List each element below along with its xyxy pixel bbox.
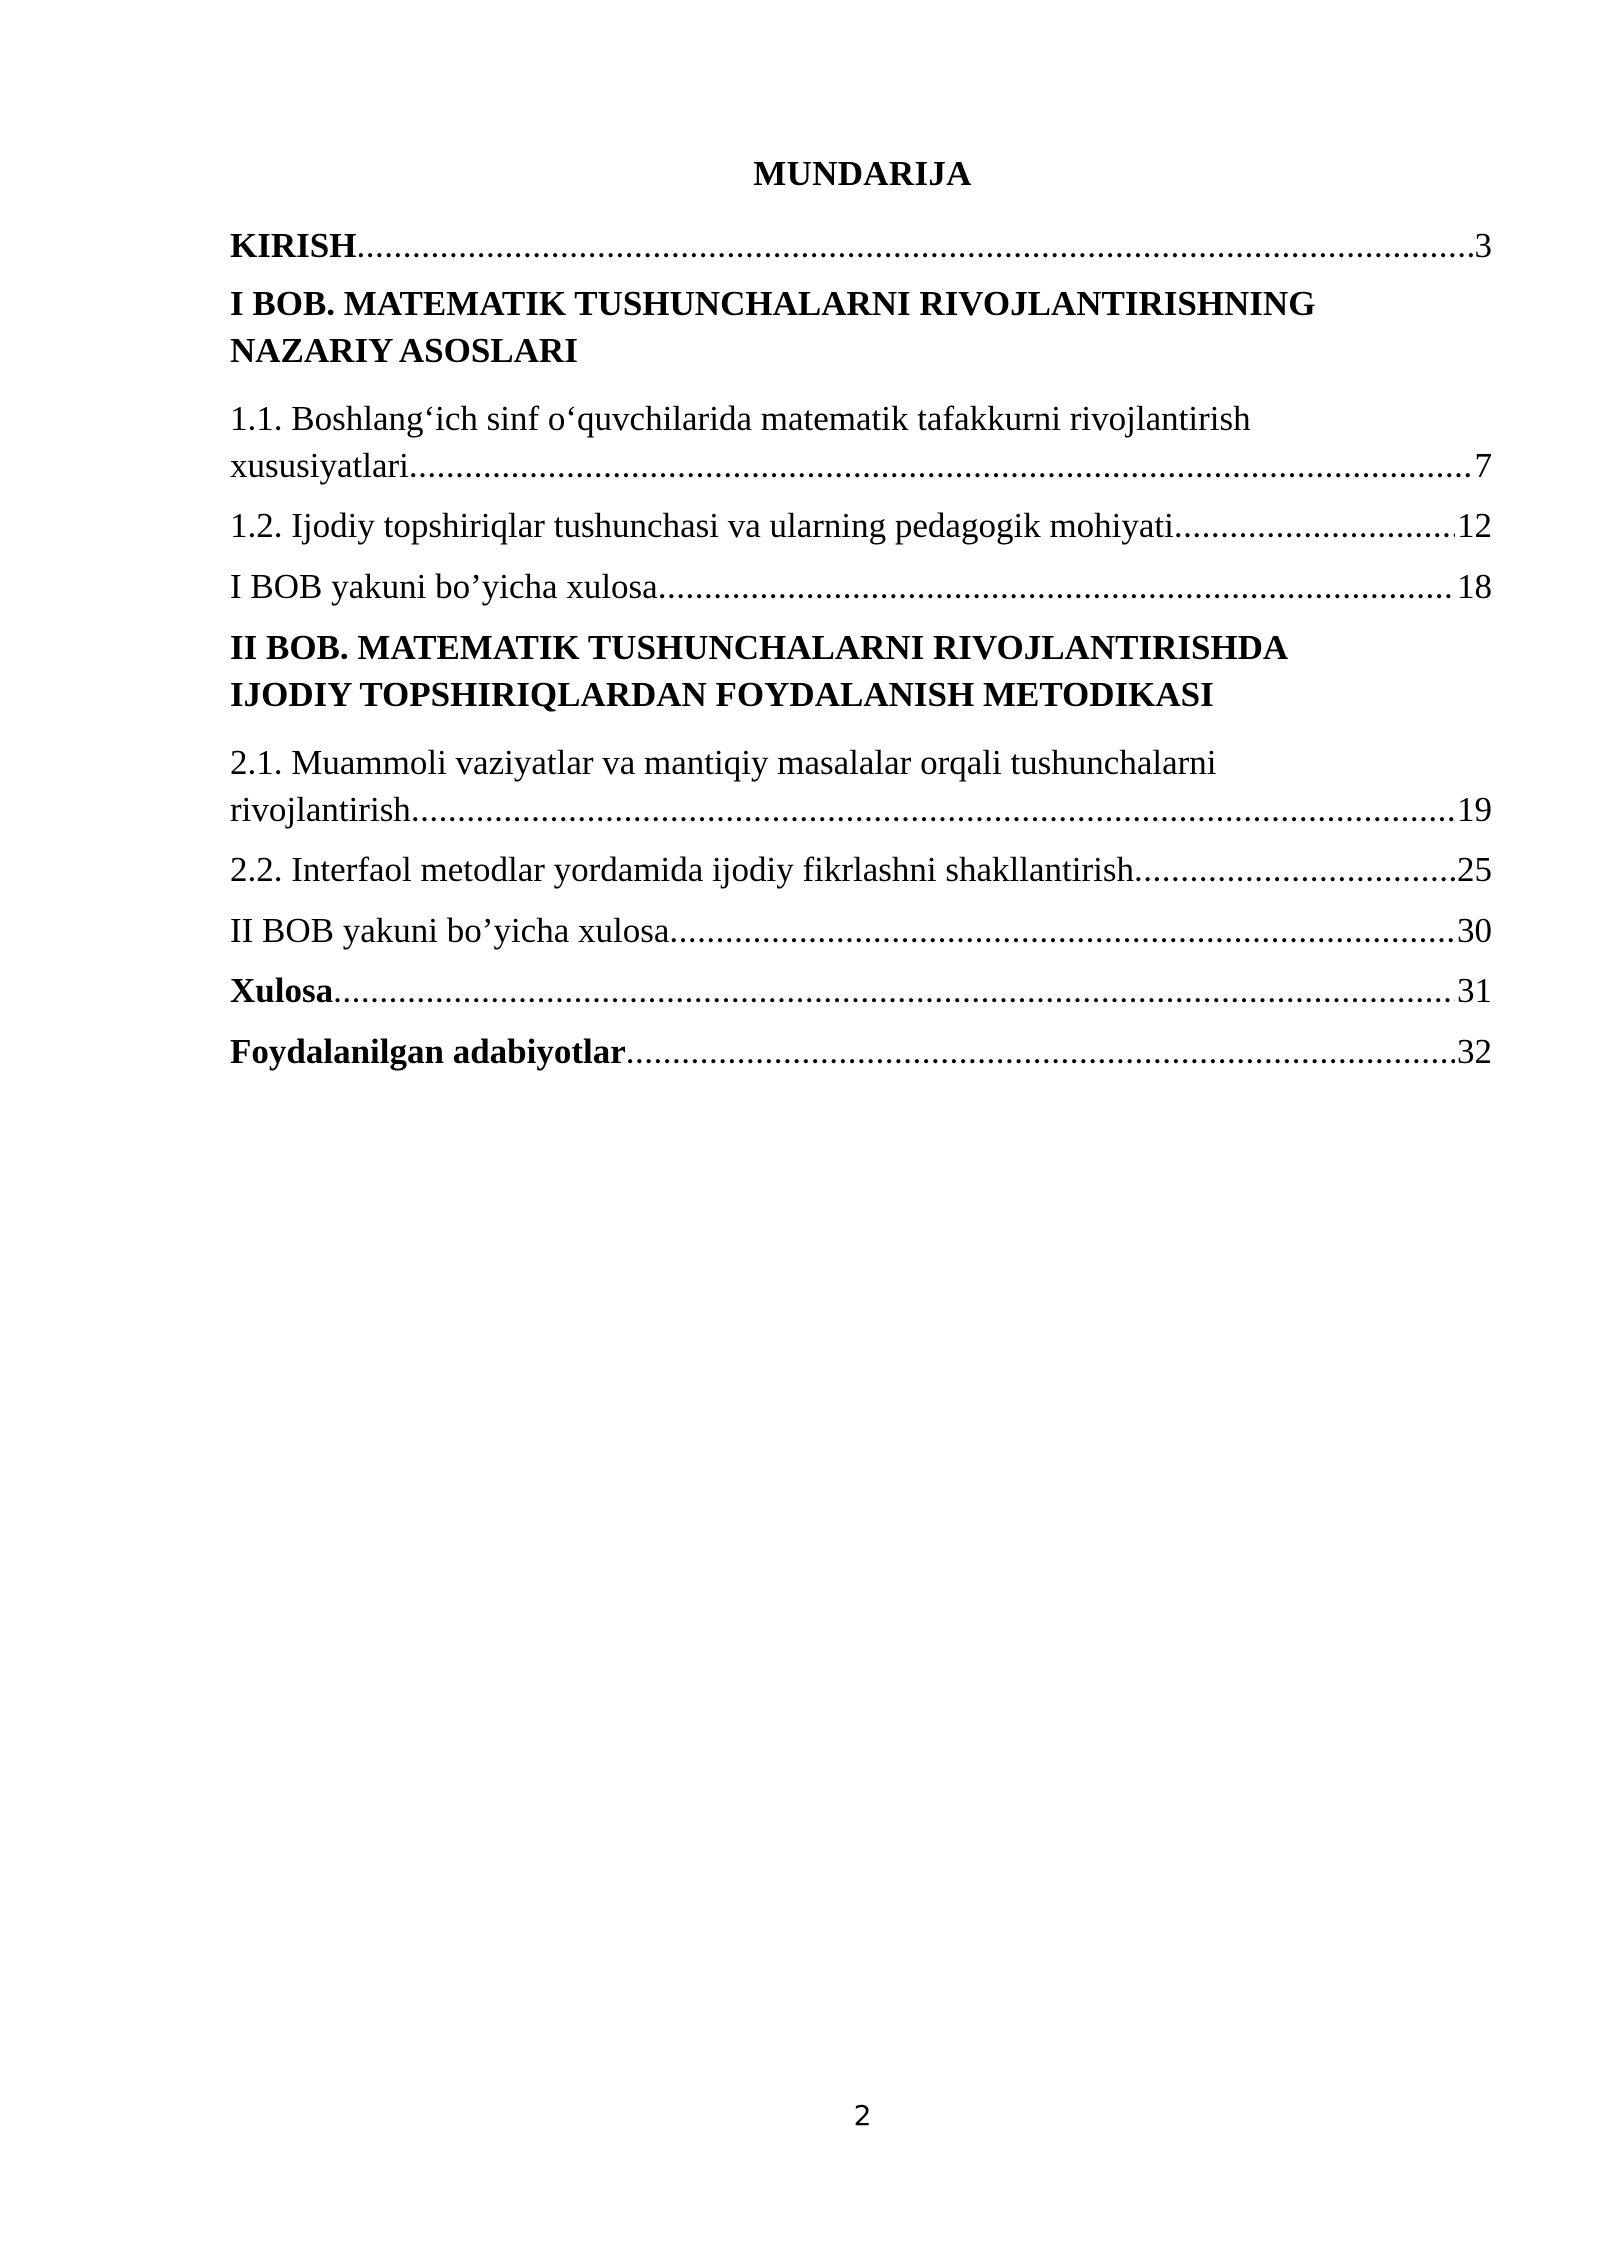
toc-entry-chapter-1-summary[interactable]	[230, 563, 1492, 610]
toc-entry-label: I BOB yakuni bo’yicha xulosa	[230, 567, 658, 606]
dot-leader	[333, 967, 1455, 1014]
toc-entry-label: Foydalanilgan adabiyotlar	[230, 1032, 626, 1071]
toc-entry-label-continued: xususiyatlari	[230, 446, 409, 485]
toc-entry-kirish[interactable]	[230, 222, 1492, 269]
toc-entry-label: KIRISH	[230, 226, 357, 265]
toc-entry-label: 2.2. Interfaol metodlar yordamida ijodiy fikrlashni shakllantirish	[230, 850, 1134, 889]
toc-entry-xulosa[interactable]	[230, 967, 1492, 1014]
toc-entry-2-1[interactable]	[230, 739, 1492, 833]
toc-page-number: 32	[1457, 1032, 1492, 1071]
toc-entry-adabiyotlar[interactable]	[230, 1028, 1492, 1075]
toc-entry-label-continued: rivojlantirish	[230, 790, 411, 829]
toc-page-number: 30	[1457, 911, 1492, 950]
toc-entry-1-2[interactable]	[230, 502, 1492, 549]
toc-chapter-2-heading[interactable]	[230, 624, 1492, 718]
chapter-heading-line: I BOB. MATEMATIK TUSHUNCHALARNI RIVOJLANTIRISHNING	[230, 284, 1316, 323]
toc-page-number: 25	[1457, 850, 1492, 889]
toc-entry-label: 1.2. Ijodiy topshiriqlar tushunchasi va ularning pedagogik mohiyati	[230, 506, 1174, 545]
toc-entry-label: Xulosa	[230, 971, 334, 1010]
page-number: 2	[853, 2099, 872, 2132]
dot-leader	[409, 442, 1473, 489]
toc-entry-label: II BOB yakuni bo’yicha xulosa	[230, 911, 670, 950]
chapter-heading-line: II BOB. MATEMATIK TUSHUNCHALARNI RIVOJLANTIRISHDA	[230, 628, 1289, 667]
chapter-heading-line: NAZARIY ASOSLARI	[230, 331, 578, 370]
chapter-heading-line: IJODIY TOPSHIRIQLARDAN FOYDALANISH METODIKASI	[230, 675, 1214, 714]
page-title: MUNDARIJA	[753, 154, 972, 193]
dot-leader	[356, 222, 1472, 269]
toc-page-number: 12	[1457, 506, 1492, 545]
dot-leader	[669, 907, 1455, 954]
dot-leader	[626, 1028, 1455, 1075]
toc-page-number: 18	[1457, 567, 1492, 606]
toc-entry-1-1[interactable]	[230, 395, 1492, 489]
dot-leader	[411, 786, 1455, 833]
dot-leader	[1174, 502, 1455, 549]
toc-page-number: 31	[1457, 971, 1492, 1010]
dot-leader	[658, 563, 1455, 610]
toc-entry-2-2[interactable]	[230, 846, 1492, 893]
dot-leader	[1134, 846, 1455, 893]
toc-entry-chapter-2-summary[interactable]	[230, 907, 1492, 954]
toc-entry-label: 2.1. Muammoli vaziyatlar va mantiqiy masalalar orqali tushunchalarni	[230, 743, 1217, 782]
toc-page-number: 3	[1474, 226, 1492, 265]
toc-page-number: 19	[1457, 790, 1492, 829]
toc-chapter-1-heading[interactable]	[230, 280, 1492, 374]
toc-entry-label: 1.1. Boshlang‘ich sinf o‘quvchilarida matematik tafakkurni rivojlantirish	[230, 399, 1251, 438]
toc-page-number: 7	[1474, 446, 1492, 485]
